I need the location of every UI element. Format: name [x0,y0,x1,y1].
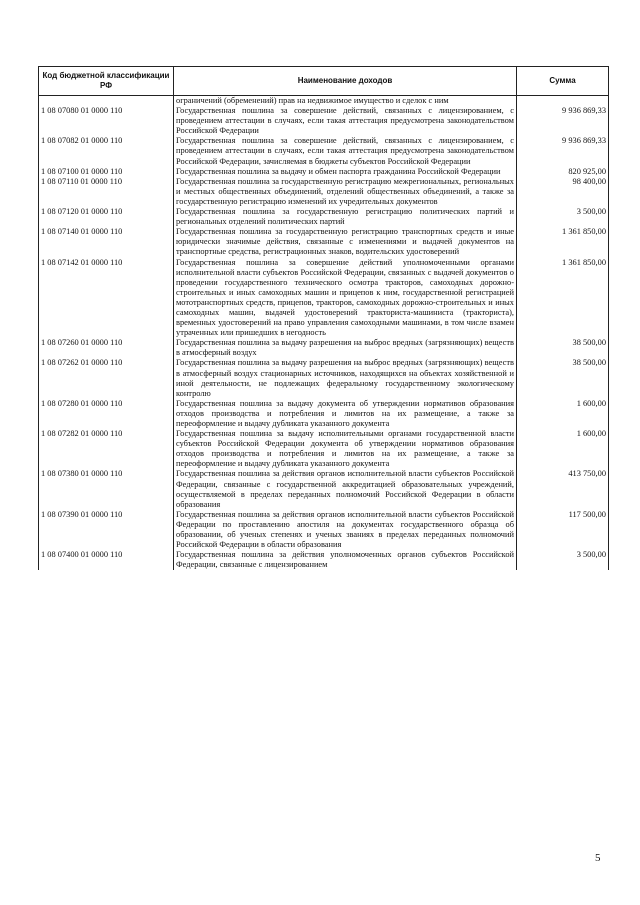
row-name: Государственная пошлина за действия уполномоченных органов субъектов Российской Федерации, связанные с лицензированием [174,550,517,570]
table-row [39,136,609,166]
row-code: 1 08 07390 01 0000 110 [39,510,174,550]
row-sum: 9 936 869,33 [517,136,609,166]
row-code: 1 08 07380 01 0000 110 [39,469,174,509]
row-code: 1 08 07082 01 0000 110 [39,136,174,166]
row-name: Государственная пошлина за выдачу разрешения на выброс вредных (загрязняющих) веществ в атмосферный воздух стационарных источников, находящихся на объектах хозяйственной и иной деятельности, не подлежащих федеральному государственному экологическому контролю [174,358,517,398]
revenue-table [38,66,609,570]
table-row [39,338,609,358]
row-name: Государственная пошлина за совершение действий, связанных с лицензированием, с проведением аттестации в случаях, если такая аттестация предусмотрена законодательством Российской Федерации [174,106,517,136]
row-name: Государственная пошлина за выдачу разрешения на выброс вредных (загрязняющих) веществ в атмосферный воздух [174,338,517,358]
row-code: 1 08 07120 01 0000 110 [39,207,174,227]
row-sum: 1 600,00 [517,399,609,429]
table-row [39,207,609,227]
table-row [39,177,609,207]
continuation-row [39,96,609,107]
table-row [39,510,609,550]
table-header-row [39,67,609,96]
row-name: Государственная пошлина за действия органов исполнительной власти субъектов Российской Федерации, связанные с государственной аккредитацией образовательных учреждений, осуществляемой в пределах переданных полномочий Российской Федерации в области образования [174,469,517,509]
table-row [39,550,609,570]
row-sum: 1 361 850,00 [517,227,609,257]
table-row [39,429,609,469]
row-sum: 9 936 869,33 [517,106,609,136]
row-sum: 820 925,00 [517,167,609,177]
table-row [39,167,609,177]
row-name: Государственная пошлина за выдачу исполнительными органами государственной власти субъектов Российской Федерации документа об утверждении нормативов образования отходов производства и потребления и лимитов на их размещение, а также за переоформление и выдачу дубликата указанного документа [174,429,517,469]
row-name: Государственная пошлина за действия органов исполнительной власти субъектов Российской Федерации по проставлению апостиля на документах государственного образца об образовании, об ученых степенях и ученых званиях в пределах переданных полномочий Российской Федерации в области образования [174,510,517,550]
row-sum: 3 500,00 [517,550,609,570]
row-name: Государственная пошлина за государственную регистрацию межрегиональных, региональных и местных общественных объединений, отделений общественных объединений, а также за государственную регистрацию изменений их учредительных документов [174,177,517,207]
table-row [39,358,609,398]
row-code: 1 08 07080 01 0000 110 [39,106,174,136]
row-code: 1 08 07110 01 0000 110 [39,177,174,207]
row-code: 1 08 07142 01 0000 110 [39,258,174,339]
row-sum: 38 500,00 [517,338,609,358]
row-sum: 38 500,00 [517,358,609,398]
continuation-text: ограничений (обременений) прав на недвижимое имущество и сделок с ним [174,96,517,107]
row-code: 1 08 07140 01 0000 110 [39,227,174,257]
row-code: 1 08 07282 01 0000 110 [39,429,174,469]
row-code: 1 08 07260 01 0000 110 [39,338,174,358]
table-row [39,106,609,136]
header-sum: Сумма [517,67,609,96]
table-row [39,227,609,257]
header-name: Наименование доходов [174,67,517,96]
table-row [39,469,609,509]
row-code: 1 08 07100 01 0000 110 [39,167,174,177]
row-sum: 1 600,00 [517,429,609,469]
row-sum: 413 750,00 [517,469,609,509]
table-row [39,258,609,339]
table-row [39,399,609,429]
row-name: Государственная пошлина за совершение действий, связанных с лицензированием, с проведением аттестации в случаях, если такая аттестация предусмотрена законодательством Российской Федерации, зачисляемая в бюджеты субъектов Российской Федерации [174,136,517,166]
row-sum: 3 500,00 [517,207,609,227]
row-name: Государственная пошлина за выдачу и обмен паспорта гражданина Российской Федерации [174,167,517,177]
header-code: Код бюджетной классификации РФ [39,67,174,96]
row-sum: 98 400,00 [517,177,609,207]
row-code: 1 08 07400 01 0000 110 [39,550,174,570]
row-code: 1 08 07262 01 0000 110 [39,358,174,398]
row-sum: 117 500,00 [517,510,609,550]
row-code: 1 08 07280 01 0000 110 [39,399,174,429]
page-number: 5 [595,852,601,864]
row-name: Государственная пошлина за выдачу документа об утверждении нормативов образования отходов производства и потребления и лимитов на их размещение, а также за переоформление и выдачу дубликата указанного документа [174,399,517,429]
row-name: Государственная пошлина за совершение действий уполномоченными органами исполнительной власти субъектов Российской Федерации, связанных с выдачей документов о проведении государственного технического осмотра тракторов, самоходных дорожно-строительных и иных самоходных машин и прицепов к ним, государственной регистрацией мототранспортных средств, прицепов, тракторов, самоходных дорожно-строительных и иных самоходных машин, выдачей удостоверений тракториста-машиниста (тракториста), временных удостоверений на право управления самоходными машинами, в том числе взамен утраченных или пришедших в негодность [174,258,517,339]
row-sum: 1 361 850,00 [517,258,609,339]
row-name: Государственная пошлина за государственную регистрацию транспортных средств и иные юридически значимые действия, связанные с изменениями и выдачей документов на транспортные средства, регистрационных знаков, водительских удостоверений [174,227,517,257]
row-name: Государственная пошлина за государственную регистрацию политических партий и региональных отделений политических партий [174,207,517,227]
